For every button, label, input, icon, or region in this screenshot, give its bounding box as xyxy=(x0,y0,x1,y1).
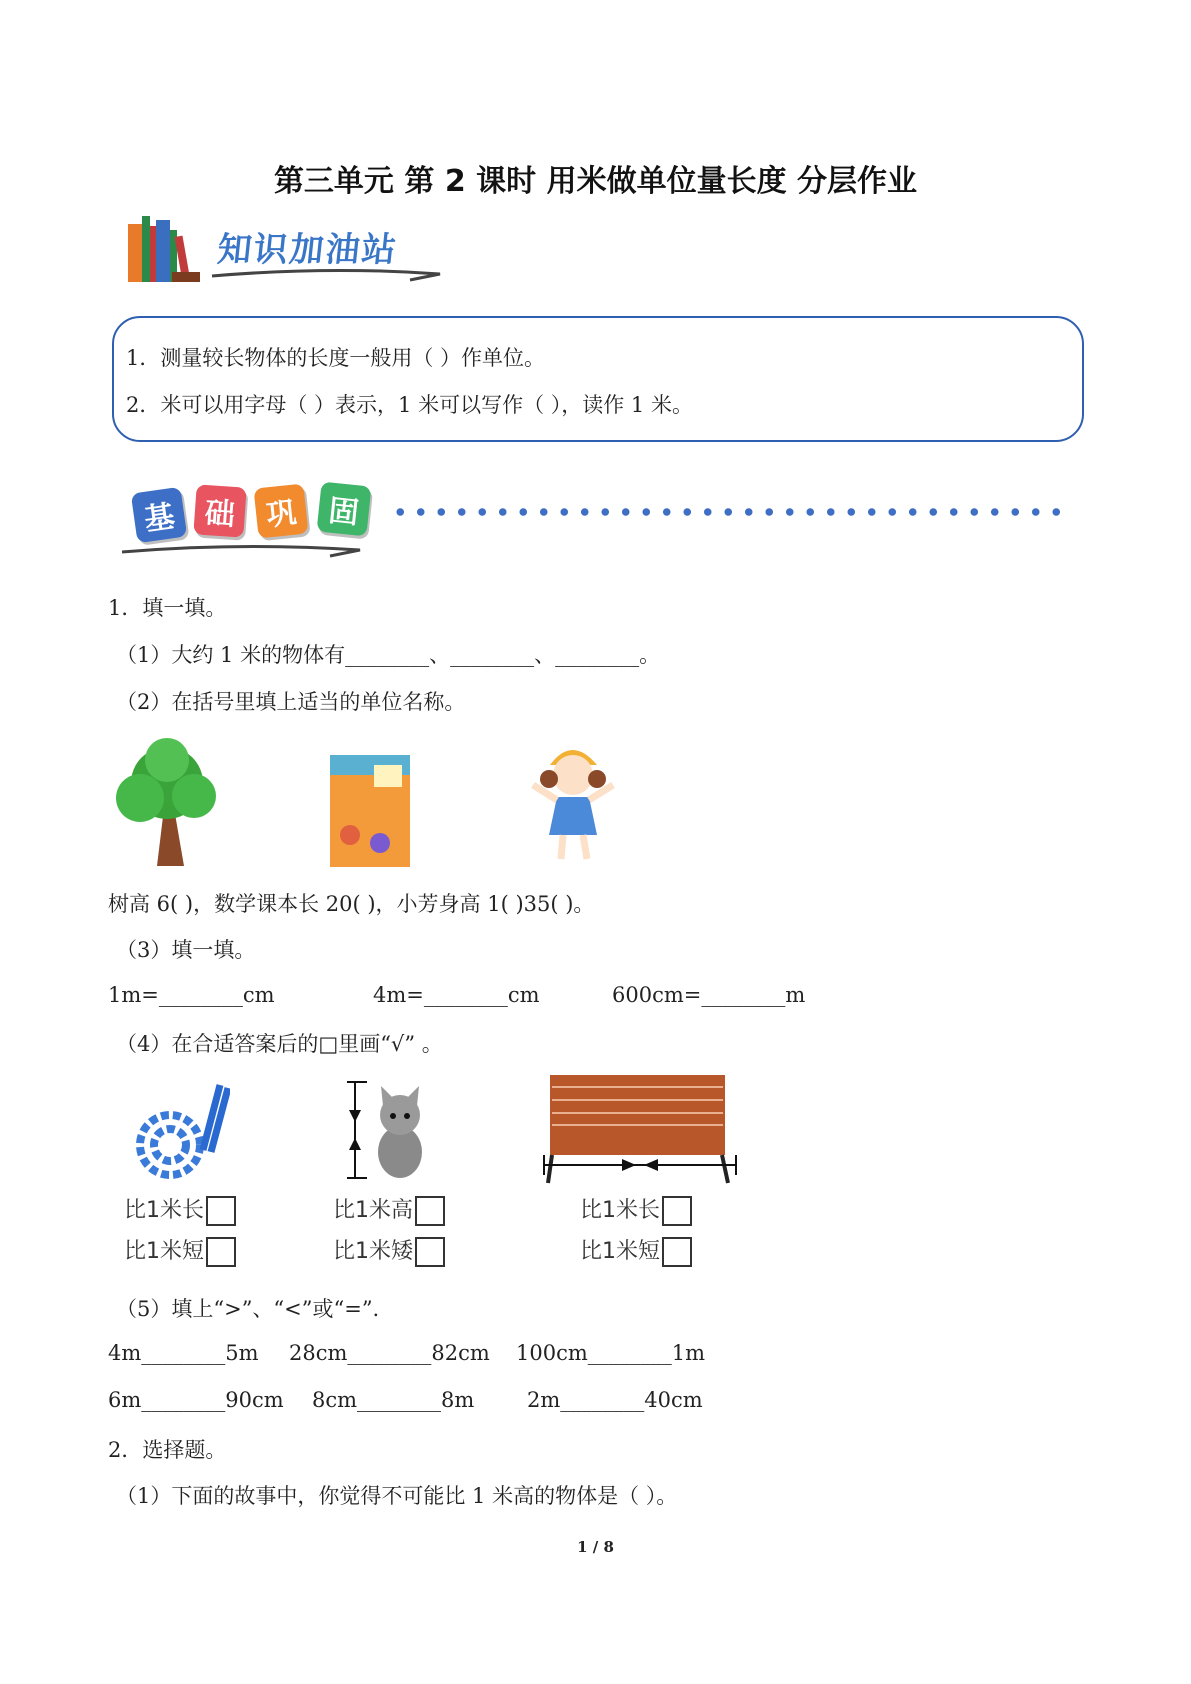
checkbox[interactable] xyxy=(206,1237,236,1267)
compare-3: 100cm________1m xyxy=(516,1341,706,1365)
q1-heading: 1．填一填。 xyxy=(108,596,227,620)
checkbox[interactable] xyxy=(206,1196,236,1226)
jump-rope-image xyxy=(125,1080,230,1180)
underline-swoosh xyxy=(210,262,450,284)
option-rope-longer[interactable]: 比1米长 xyxy=(124,1193,236,1226)
conversion-2: 4m=________cm xyxy=(373,983,540,1007)
q1-part5: （5）填上“>”、“<”或“=”. xyxy=(116,1297,380,1321)
cat-image xyxy=(335,1080,445,1180)
option-bench-longer[interactable]: 比1米长 xyxy=(580,1193,692,1226)
books-icon xyxy=(128,216,202,286)
checkbox[interactable] xyxy=(415,1196,445,1226)
option-bench-shorter[interactable]: 比1米短 xyxy=(580,1234,692,1267)
q1-part2: （2）在括号里填上适当的单位名称。 xyxy=(116,690,466,714)
conversion-1: 1m=________cm xyxy=(108,983,275,1007)
page-number: 1 / 8 xyxy=(577,1538,614,1556)
option-cat-shorter[interactable]: 比1米矮 xyxy=(333,1234,445,1267)
section-knowledge-header: 知识加油站 xyxy=(215,230,400,270)
knowledge-item-1: 1．测量较长物体的长度一般用（ ）作单位。 xyxy=(126,346,546,370)
knowledge-box xyxy=(112,316,1084,442)
q1-part2-line: 树高 6( )，数学课本长 20( )，小芳身高 1( )35( )。 xyxy=(108,892,595,916)
page-title: 第三单元 第 2 课时 用米做单位量长度 分层作业 xyxy=(273,164,918,199)
checkbox[interactable] xyxy=(662,1196,692,1226)
checkbox[interactable] xyxy=(415,1237,445,1267)
tile-gong: 巩 xyxy=(254,484,309,539)
compare-2: 28cm________82cm xyxy=(289,1341,490,1365)
option-rope-shorter[interactable]: 比1米短 xyxy=(124,1234,236,1267)
compare-5: 8cm________8m xyxy=(312,1388,475,1412)
option-cat-taller[interactable]: 比1米高 xyxy=(333,1193,445,1226)
math-textbook-image xyxy=(330,755,410,867)
q2-heading: 2．选择题。 xyxy=(108,1438,227,1462)
tile-chu: 础 xyxy=(193,484,246,537)
conversion-3: 600cm=________m xyxy=(612,983,806,1007)
compare-6: 2m________40cm xyxy=(527,1388,703,1412)
q1-part3: （3）填一填。 xyxy=(116,938,256,962)
q1-part4: （4）在合适答案后的□里画“√” 。 xyxy=(116,1032,443,1056)
tile-ji: 基 xyxy=(131,487,187,543)
q2-part1: （1）下面的故事中，你觉得不可能比 1 米高的物体是（ ）。 xyxy=(116,1484,678,1508)
tile-gu: 固 xyxy=(317,482,372,537)
tree-image xyxy=(112,738,217,866)
underline-swoosh xyxy=(120,540,370,560)
dotted-divider xyxy=(390,505,1070,519)
bench-image xyxy=(540,1075,740,1185)
compare-4: 6m________90cm xyxy=(108,1388,284,1412)
compare-1: 4m________5m xyxy=(108,1341,259,1365)
checkbox[interactable] xyxy=(662,1237,692,1267)
q1-part1: （1）大约 1 米的物体有________、________、________。 xyxy=(116,643,661,667)
knowledge-item-2: 2．米可以用字母（ ）表示，1 米可以写作（ ），读作 1 米。 xyxy=(126,393,693,417)
girl-image xyxy=(525,735,620,865)
